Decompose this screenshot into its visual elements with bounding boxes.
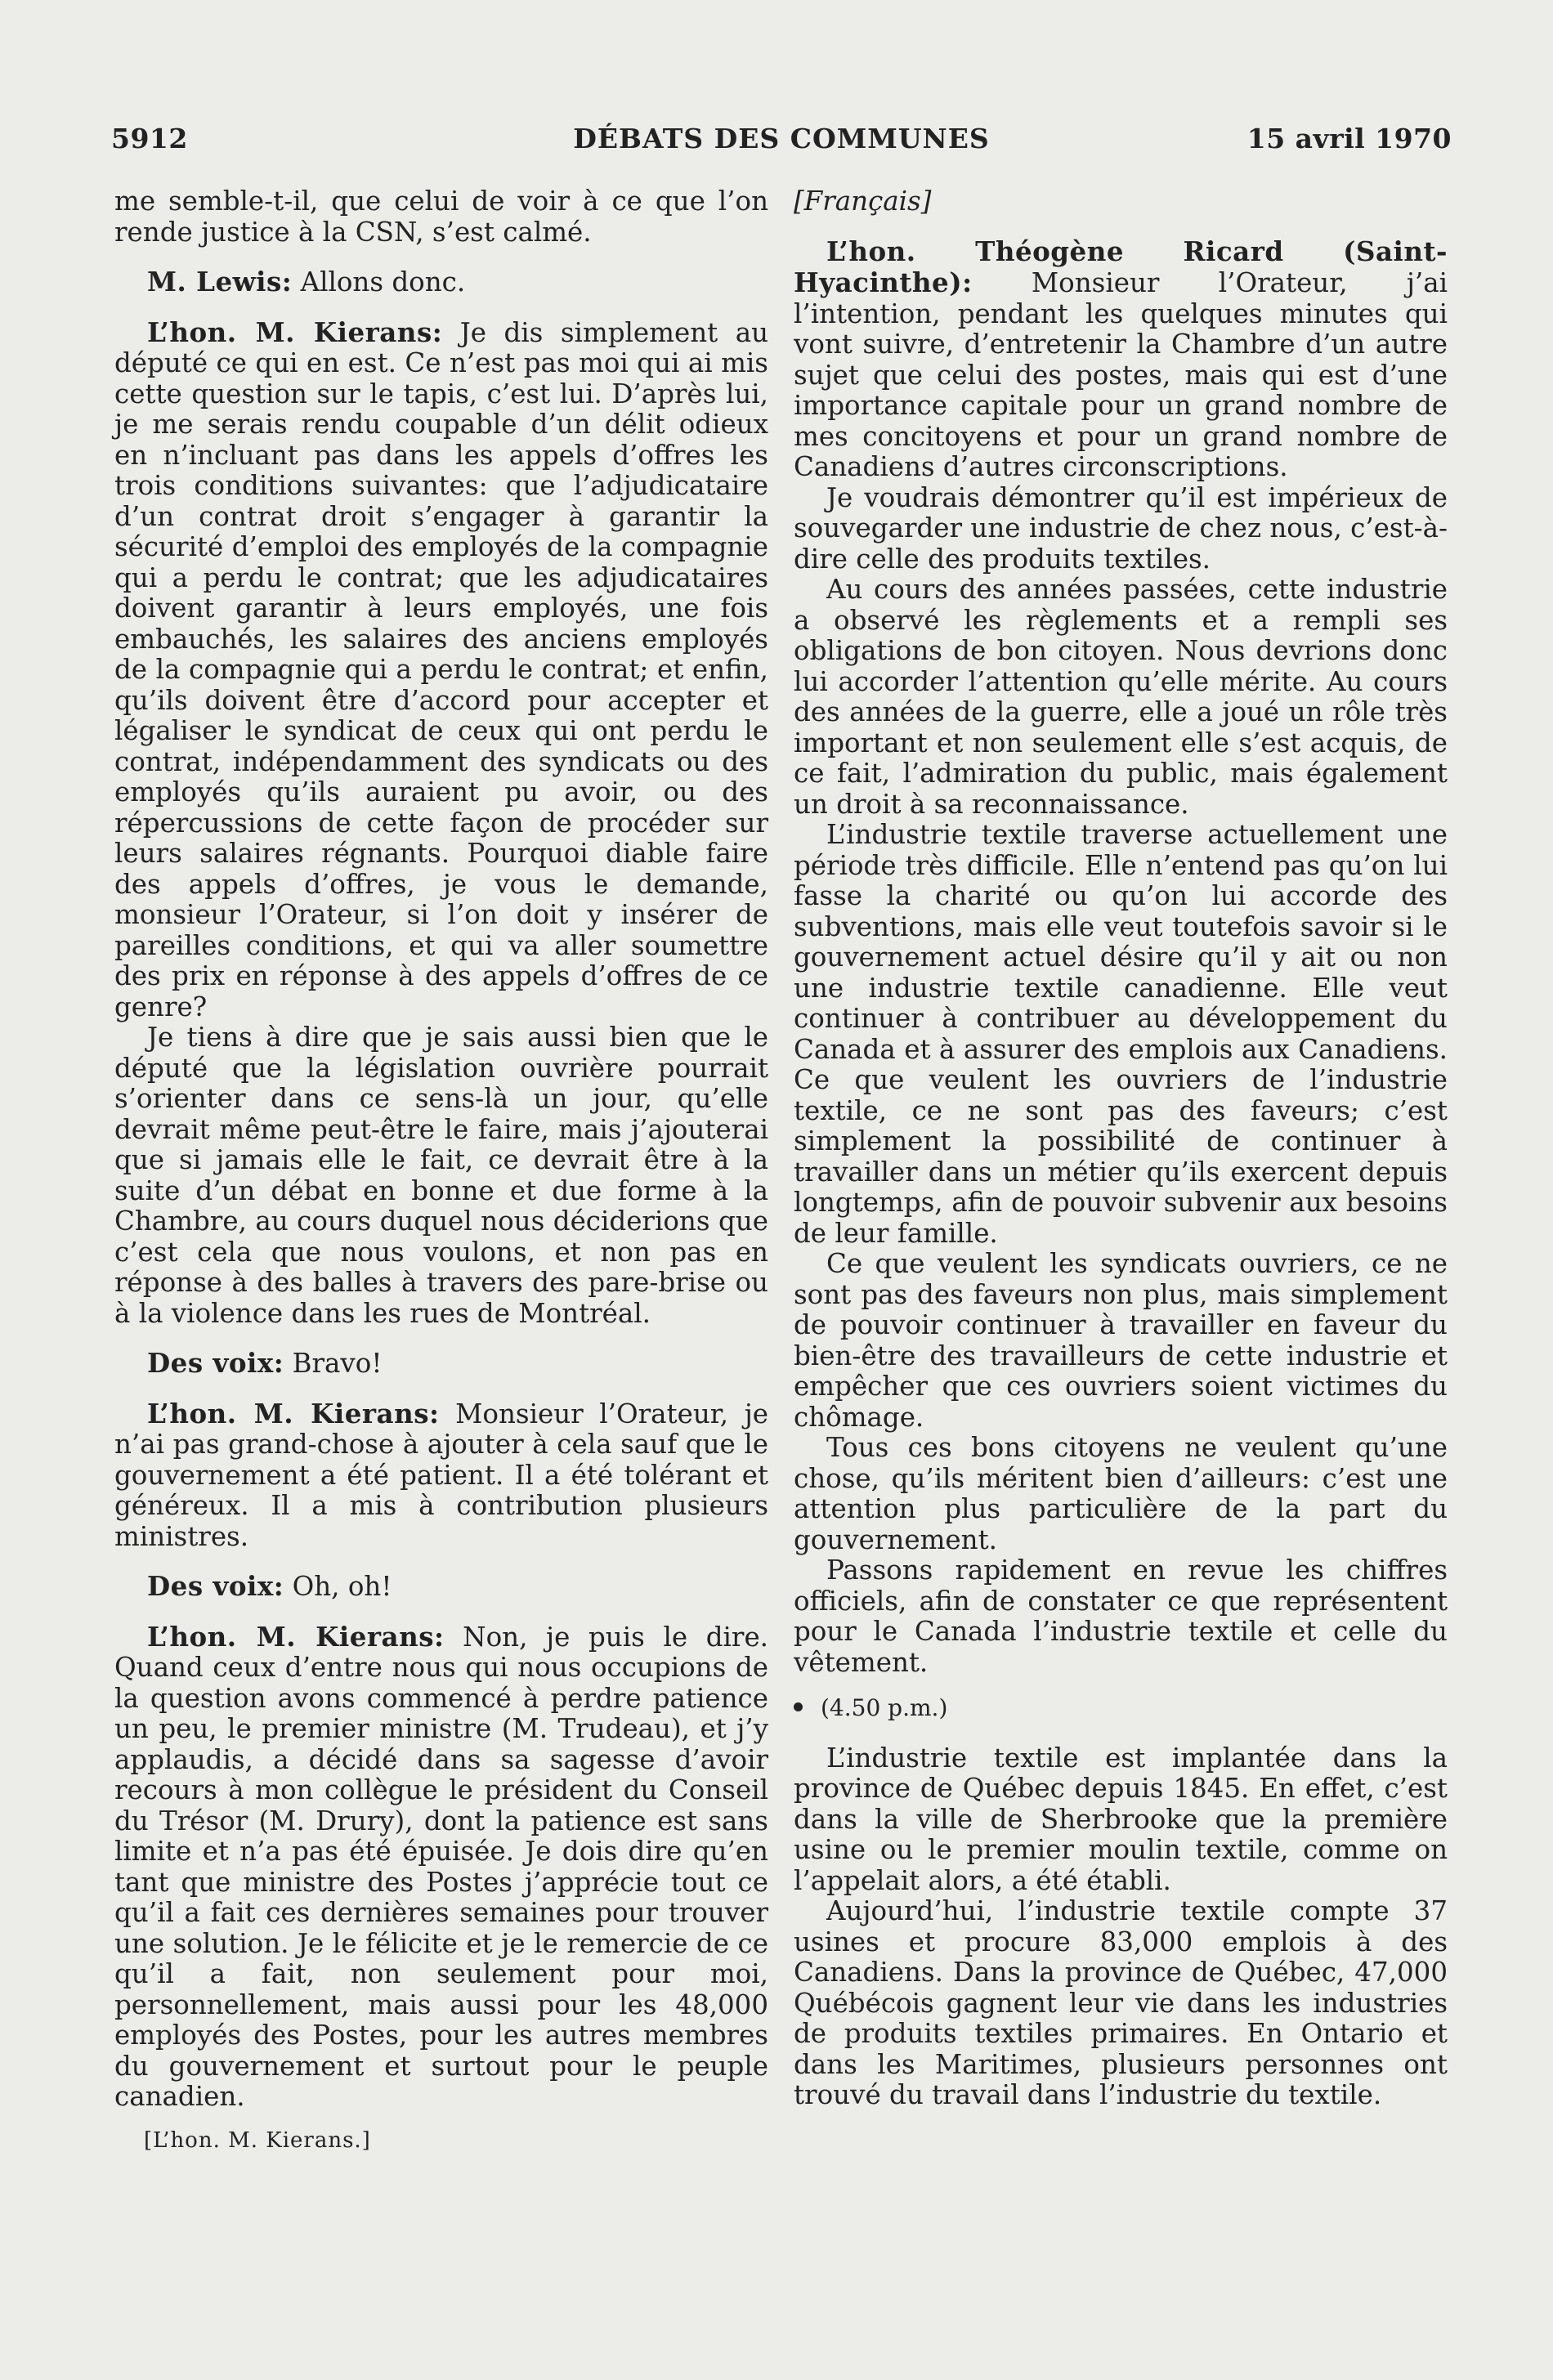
speech-text: Oh, oh! xyxy=(284,1571,392,1602)
speaker-name: Des voix: xyxy=(147,1570,284,1602)
paragraph: Tous ces bons citoyens ne veulent qu’une chose, qu’ils méritent bien d’ailleurs: c’est une attention plus particulière de la part du gouvernement. xyxy=(794,1432,1448,1555)
speech-text: Bravo! xyxy=(284,1348,383,1379)
page-header xyxy=(111,123,1452,163)
speech-paragraph xyxy=(794,236,1448,483)
paragraph: L’industrie textile est implantée dans la province de Québec depuis 1845. En effet, c’est dans la ville de Sherbrooke que la première usine ou le premier moulin textile, comme on l’appelait alors, a été établi. xyxy=(794,1742,1448,1896)
speaker-name: Des voix: xyxy=(147,1347,284,1379)
speaker-attribution: [L’hon. M. Kierans.] xyxy=(144,2127,371,2153)
speaker-name: L’hon. Théogène Ricard (Saint-Hyacinthe): xyxy=(794,235,1448,298)
paragraph: Ce que veulent les syndicats ouvriers, ce ne sont pas des faveurs non plus, mais simplement de pouvoir continuer à travailler en faveur du bien-être des travailleurs de cette industrie et empêcher que ces ouvriers soient victimes du chômage. xyxy=(794,1248,1448,1433)
session-date: 15 avril 1970 xyxy=(1246,123,1452,154)
speech-text: Monsieur l’Orateur, je n’ai pas grand-chose à ajouter à cela sauf que le gouvernement a été patient. Il a été tolérant et généreux. Il a mis à contribution plusieurs ministres. xyxy=(114,1398,769,1552)
speech-text: Je dis simplement au député ce qui en est. Ce n’est pas moi qui ai mis cette question sur le tapis, c’est lui. D’après lui, je me serais rendu coupable d’un délit odieux en n’incluant pas dans les appels d’offres les trois conditions suivantes: que l’adjudicataire d’un contrat droit s’engager à garantir la sécurité d’emploi des employés de la compagnie qui a perdu le contrat; que les adjudicataires doivent garantir à leurs employés, une fois embauchés, les salaires des anciens employés de la compagnie qui a perdu le contrat; et enfin, qu’ils doivent être d’accord pour accepter et légaliser le syndicat de ceux qui ont perdu le contrat, indépendamment des syndicats ou des employés qu’ils auraient pu avoir, ou des répercussions de cette façon de procéder sur leurs salaires régnants. Pourquoi diable faire des appels d’offres, je vous le demande, monsieur l’Orateur, si l’on doit y insérer de pareilles conditions, et qui va aller soumettre des prix en réponse à des appels d’offres de ce genre? xyxy=(114,316,768,1022)
paragraph: L’industrie textile traverse actuellement une période très difficile. Elle n’entend pas qu’on lui fasse la charité ou qu’on lui accorde des subventions, mais elle veut toutefois savoir si le gouvernement actuel désire qu’il y ait ou non une industrie textile canadienne. Elle veut continuer à contribuer au développement du Canada et à assurer des emplois aux Canadiens. Ce que veulent les ouvriers de l’industrie textile, ce ne sont pas des faveurs; c’est simplement la possibilité de continuer à travailler dans un métier qu’ils exercent depuis longtemps, afin de pouvoir subvenir aux besoins de leur famille. xyxy=(794,819,1448,1249)
speech-paragraph xyxy=(114,317,768,1023)
publication-title: DÉBATS DES COMMUNES xyxy=(573,123,990,154)
time-marker xyxy=(794,1693,1448,1724)
speech-paragraph xyxy=(114,266,768,298)
paragraph: Passons rapidement en revue les chiffres officiels, afin de constater ce que représentent pour le Canada l’industrie textile et celle du vêtement. xyxy=(794,1555,1448,1678)
speech-paragraph xyxy=(114,1622,768,2113)
speech-text: Non, je puis le dire. Quand ceux d’entre nous qui nous occupions de la question avons commencé à perdre patience un peu, le premier ministre (M. Trudeau), et j’y applaudis, a décidé dans sa sagesse d’avoir recours à mon collègue le président du Conseil du Trésor (M. Drury), dont la patience est sans limite et n’a pas été épuisée. Je dois dire qu’en tant que ministre des Postes j’apprécie tout ce qu’il a fait ces dernières semaines pour trouver une solution. Je le félicite et je le remercie de ce qu’il a fait, non seulement pour moi, personnellement, mais aussi pour les 48,000 employés des Postes, pour les autres membres du gouvernement et surtout pour le peuple canadien. xyxy=(114,1621,769,2112)
speaker-name: L’hon. M. Kierans: xyxy=(147,315,443,348)
speech-paragraph xyxy=(114,1398,768,1553)
speaker-name: M. Lewis: xyxy=(147,266,293,298)
speech-text: Monsieur l’Orateur, j’ai l’intention, pendant les quelques minutes qui vont suivre, d’entretenir la Chambre d’un autre sujet que celui des postes, mais qui est d’une importance capitale pour un grand nombre de mes concitoyens et pour un grand nombre de Canadiens d’autres circonscriptions. xyxy=(794,267,1448,482)
language-marker: [Français] xyxy=(794,186,932,217)
paragraph: Au cours des années passées, cette industrie a observé les règlements et a rempli ses obligations de bon citoyen. Nous devrions donc lui accorder l’attention qu’elle mérite. Au cours des années de la guerre, elle a joué un rôle très important et non seulement elle s’est acquis, de ce fait, l’admiration du public, mais également un droit à sa reconnaissance. xyxy=(794,574,1448,820)
paragraph: Je tiens à dire que je sais aussi bien que le député que la législation ouvrière pourrait s’orienter dans ce sens-là un jour, qu’elle devrait même peut-être le faire, mais j’ajouterai que si jamais elle le fait, ce devrait être à la suite d’un débat en bonne et due forme à la Chambre, au cours duquel nous déciderions que c’est cela que nous voulons, et non pas en réponse à des balles à travers des pare-brise ou à la violence dans les rues de Montréal. xyxy=(114,1022,768,1329)
bullet-dot-icon xyxy=(794,1702,803,1711)
page-number: 5912 xyxy=(111,123,188,154)
paragraph: Je voudrais démontrer qu’il est impérieux de souvegarder une industrie de chez nous, c’est-à-dire celle des produits textiles. xyxy=(794,481,1448,575)
paragraph: Aujourd’hui, l’industrie textile compte 37 usines et procure 83,000 emplois à des Canadiens. Dans la province de Québec, 47,000 Québécois gagnent leur vie dans les industries de produits textiles primaires. En Ontario et dans les Maritimes, plusieurs personnes ont trouvé du travail dans l’industrie du textile. xyxy=(794,1895,1448,2110)
speaker-name: L’hon. M. Kierans: xyxy=(147,1620,445,1653)
right-column xyxy=(794,186,1448,2111)
speech-text: Allons donc. xyxy=(292,266,466,298)
time-marker-text: (4.50 p.m.) xyxy=(821,1694,948,1721)
paragraph: me semble-t-il, que celui de voir à ce que l’on rende justice à la CSN, s’est calmé. xyxy=(114,186,768,248)
left-column xyxy=(114,186,768,2156)
speech-paragraph xyxy=(114,1571,768,1603)
speaker-name: L’hon. M. Kierans: xyxy=(147,1397,440,1429)
speech-paragraph xyxy=(114,1348,768,1380)
